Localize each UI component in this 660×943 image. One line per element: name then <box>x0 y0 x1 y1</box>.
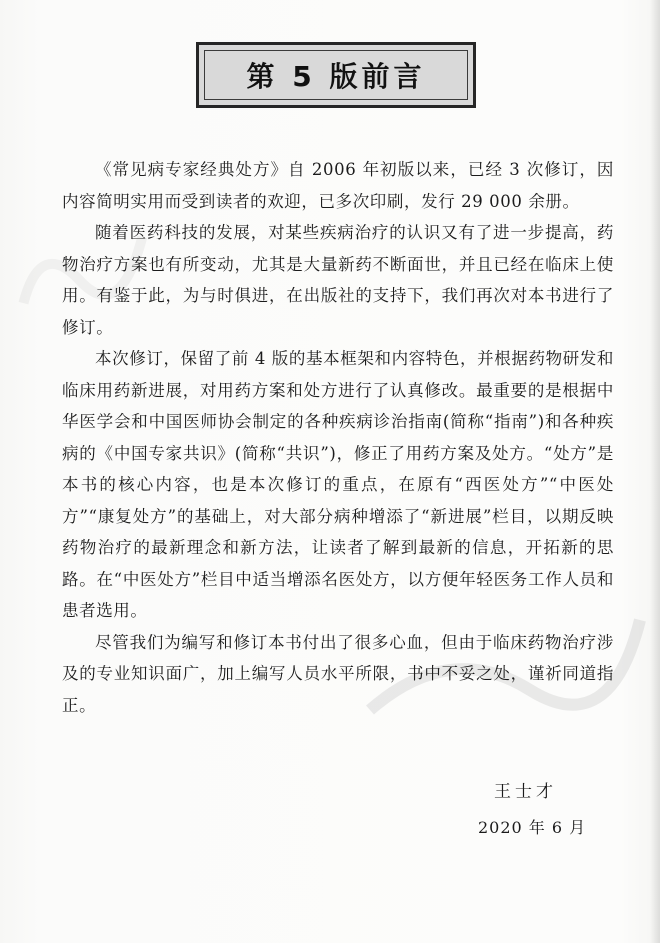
title-banner <box>196 42 476 108</box>
preface-date: 2020 年 6 月 <box>478 818 587 837</box>
author-signature: 王士才 <box>494 782 557 802</box>
paragraph-3: 本次修订，保留了前 4 版的基本框架和内容特色，并根据药物研发和临床用药新进展，对用药方案和处方进行了认真修改。最重要的是根据中华医学会和中国医师协会制定的各种疾病诊治指南(简称“指南”)和各种疾病的《中国专家共识》(简称“共识”)，修正了用药方案及处方。“处方”是本书的核心内容，也是本次修订的重点，在原有“西医处方”“中医处方”“康复处方”的基础上，对大部分病种增添了“新进展”栏目，以期反映药物治疗的最新理念和新方法，让读者了解到最新的信息，开拓新的思路。在“中医处方”栏目中适当增添名医处方，以方便年轻医务工作人员和患者选用。 <box>62 349 614 620</box>
page-edge-shadow <box>650 0 660 943</box>
preface-body <box>62 154 614 721</box>
page-title: 第 5 版前言 <box>246 60 426 93</box>
paragraph-4: 尽管我们为编写和修订本书付出了很多心血，但由于临床药物治疗涉及的专业知识面广，加上编写人员水平所限，书中不妥之处，谨祈同道指正。 <box>62 632 614 715</box>
paragraph-1: 《常见病专家经典处方》自 2006 年初版以来，已经 3 次修订，因内容简明实用而受到读者的欢迎，已多次印刷，发行 29 000 余册。 <box>62 160 614 211</box>
paragraph-2: 随着医药科技的发展，对某些疾病治疗的认识又有了进一步提高，药物治疗方案也有所变动，尤其是大量新药不断面世，并且已经在临床上使用。有鉴于此，为与时俱进，在出版社的支持下，我们再次对本书进行了修订。 <box>62 223 614 337</box>
